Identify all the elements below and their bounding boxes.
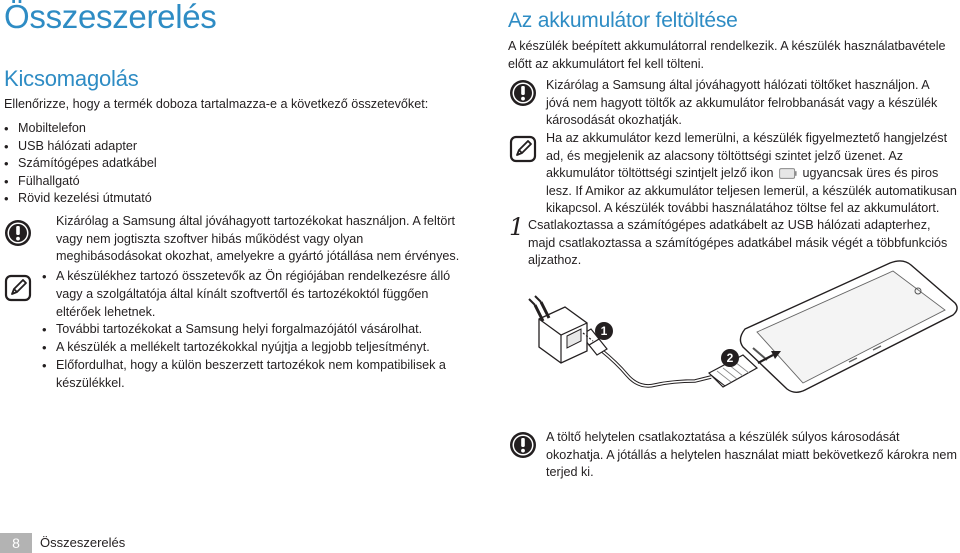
low-battery-note-part1: Ha az akkumulátor kezd lemerülni, a készülék figyelmeztető hangjelzést ad, és megjelenik az alacsony töltöttségi szintet jelző üzenet. Az akkumulátor töltöttségi szintjelt jelző ikon — [546, 131, 948, 181]
list-item: • Rövid kezelési útmutató — [4, 190, 304, 208]
footer-section-label: Összeszerelés — [40, 535, 126, 550]
step-number: 1 — [509, 213, 525, 241]
list-item: • A készülék a mellékelt tartozékokkal nyújtja a legjobb teljesítményt. — [42, 339, 452, 357]
list-item: • USB hálózati adapter — [4, 138, 304, 156]
section-title-unpacking: Kicsomagolás — [4, 66, 139, 91]
warning-icon — [508, 78, 538, 108]
list-item: • A készülékhez tartozó összetevők az Ön régiójában rendelkezésre álló vagy a szolgáltatója által kínált szoftvertől és tartozékoktól függően eltérőek lehetnek. — [42, 268, 452, 321]
note-icon — [3, 273, 33, 303]
low-battery-note — [546, 130, 958, 218]
battery-empty-icon — [779, 167, 797, 178]
charger-adapter-image — [529, 296, 587, 363]
list-item: • Mobiltelefon — [4, 120, 304, 138]
connection-warning: A töltő helytelen csatlakoztatása a készülék súlyos károsodását okozhatja. A jótállás a helytelen használat miatt bekövetkező károkra nem terjed ki. — [546, 430, 957, 480]
charging-intro: A készülék beépített akkumulátorral rendelkezik. A készülék használatbavétele előtt az akkumulátort fel kell tölteni. — [508, 39, 946, 71]
package-contents-list — [4, 120, 304, 208]
list-item: • Fülhallgató — [4, 173, 304, 191]
list-item: • További tartozékokat a Samsung helyi forgalmazójától vásárolhat. — [42, 321, 452, 339]
section-title-charging: Az akkumulátor feltöltése — [508, 9, 738, 32]
tablet-image — [740, 261, 957, 392]
callout-2-badge: 2 — [721, 349, 739, 367]
note-icon — [508, 134, 538, 164]
warning-icon — [508, 430, 538, 460]
page-number: 8 — [0, 533, 32, 553]
chapter-title: Összeszerelés — [4, 0, 217, 35]
step-1-text: Csatlakoztassa a számítógépes adatkábelt az USB hálózati adapterhez, majd csatlakoztassa a számítógépes adatkábel másik végét a többfunkciós aljzathoz. — [528, 218, 948, 268]
accessory-notes-list — [42, 268, 452, 393]
low-battery-note-part2: ugyancsak üres és piros lesz. If Amikor az akkumulátor teljesen lemerül, a készülék automatikusan kikapcsol. A készülék további használatához töltse fel az akkumulátort. — [546, 166, 957, 216]
list-item: • Számítógépes adatkábel — [4, 155, 304, 173]
charger-warning: Kizárólag a Samsung által jóváhagyott hálózati töltőket használjon. A jóvá nem hagyott töltők az akkumulátor felrobbanását vagy a készülék károsodását okozhatják. — [546, 78, 938, 128]
unpacking-intro: Ellenőrizze, hogy a termék doboza tartalmazza-e a következő összetevőket: — [4, 97, 429, 111]
warning-icon — [3, 218, 33, 248]
accessories-warning: Kizárólag a Samsung által jóváhagyott tartozékokat használjon. A feltört vagy nem jogtiszta szoftver hibás működést vagy olyan meghibásodásokat okozhat, amelyekre a gyártó jótállása nem érvényes. — [56, 214, 460, 264]
list-item: • Előfordulhat, hogy a külön beszerzett tartozékok nem kompatibilisek a készülékkel. — [42, 357, 452, 393]
callout-1-badge: 1 — [595, 322, 613, 340]
charging-illustration — [505, 255, 960, 415]
